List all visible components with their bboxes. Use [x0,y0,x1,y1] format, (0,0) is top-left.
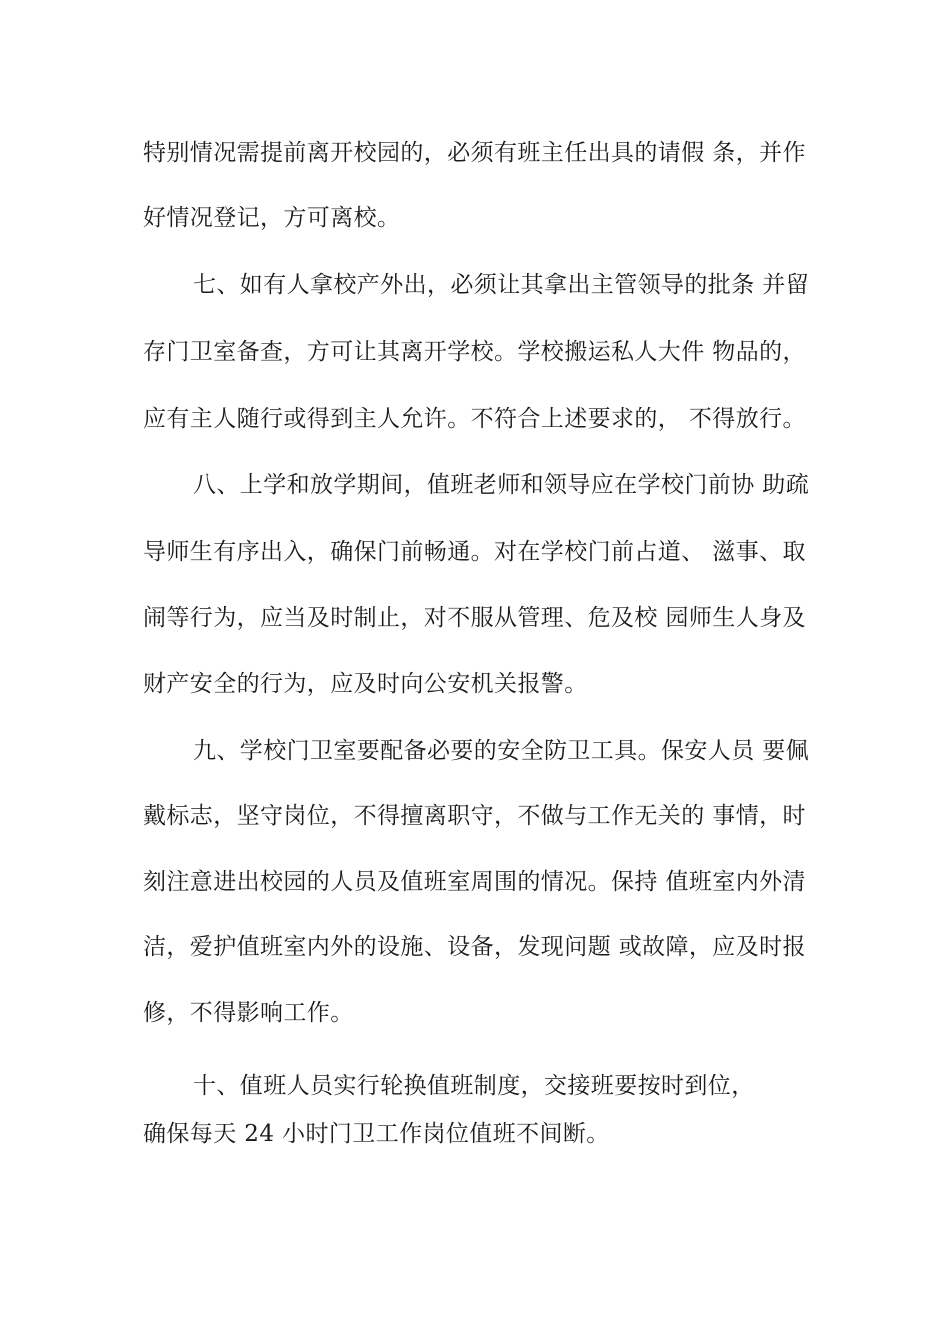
paragraph-10-line-1: 十、值班人员实行轮换值班制度，交接班要按时到位， [193,1073,755,1099]
paragraph-9-line-5: 修，不得影响工作。 [143,1000,354,1026]
paragraph-8-line-2: 导师生有序出入，确保门前畅通。对在学校门前占道、 滋事、取 [143,539,806,565]
paragraph-6-line-1: 特别情况需提前离开校园的，必须有班主任出具的请假 条，并作 [143,140,806,166]
paragraph-9-line-3: 刻注意进出校园的人员及值班室周围的情况。保持 值班室内外清 [143,869,806,895]
paragraph-9-line-2: 戴标志，坚守岗位，不得擅离职守，不做与工作无关的 事情，时 [143,803,806,829]
paragraph-7-line-3: 应有主人随行或得到主人允许。不符合上述要求的， 不得放行。 [143,406,806,432]
paragraph-9-line-4: 洁，爱护值班室内外的设施、设备，发现问题 或故障，应及时报 [143,934,806,960]
paragraph-8-line-1: 八、上学和放学期间，值班老师和领导应在学校门前协 助疏 [193,472,810,498]
paragraph-7-line-1: 七、如有人拿校产外出，必须让其拿出主管领导的批条 并留 [193,272,810,298]
paragraph-10-line-2: 确保每天 24 小时门卫工作岗位值班不间断。 [143,1121,610,1147]
paragraph-6-line-2: 好情况登记，方可离校。 [143,205,401,231]
paragraph-9-line-1: 九、学校门卫室要配备必要的安全防卫工具。保安人员 要佩 [193,738,810,764]
paragraph-8-line-4: 财产安全的行为，应及时向公安机关报警。 [143,671,588,697]
paragraph-7-line-2: 存门卫室备查，方可让其离开学校。学校搬运私人大件 物品的， [143,339,806,365]
paragraph-8-line-3: 闹等行为，应当及时制止，对不服从管理、危及校 园师生人身及 [143,605,806,631]
